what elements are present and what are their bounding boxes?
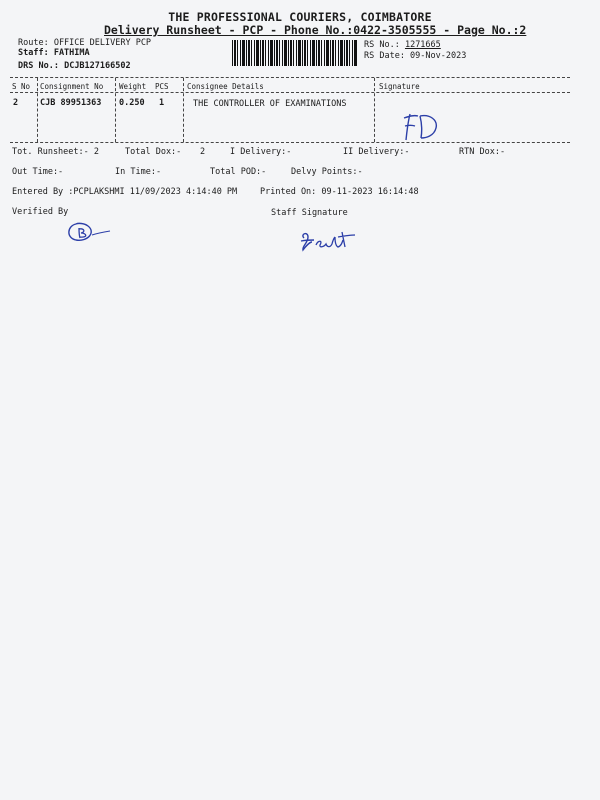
in-time: In Time:- (115, 167, 162, 177)
total-dox-label: Total Dox:- (125, 147, 182, 157)
cell-consignment-no: CJB 89951363 (40, 98, 102, 108)
table-top-rule (10, 77, 570, 78)
rs-number (364, 40, 441, 50)
column-divider (115, 78, 116, 142)
drs-value: DCJB127166502 (64, 61, 131, 71)
runsheet-title: Delivery Runsheet - PCP - Phone No.:0422-3505555 - Page No.:2 (104, 23, 527, 37)
header-consignment-no: Consignment No (40, 82, 104, 91)
header-weight: Weight (119, 82, 147, 91)
staff-text: Staff: FATHIMA (18, 48, 90, 58)
column-divider (183, 78, 184, 142)
cell-s-no: 2 (13, 98, 19, 108)
drs-number (18, 61, 131, 71)
rtn-dox: RTN Dox:- (459, 147, 506, 157)
company-title: THE PROFESSIONAL COURIERS, COIMBATORE (168, 10, 432, 24)
cell-pcs: 1 (159, 98, 165, 108)
verifier-signature-scribble (64, 220, 112, 244)
tot-runsheet: Tot. Runsheet:- 2 (12, 147, 99, 157)
signature-fd-scribble (400, 110, 450, 144)
staff-signature-label: Staff Signature (271, 208, 348, 218)
rs-number-label: RS No.: (364, 40, 400, 50)
column-divider (374, 78, 375, 142)
table-header-rule (10, 92, 570, 93)
barcode-image (232, 40, 358, 66)
entered-by: Entered By :PCPLAKSHMI 11/09/2023 4:14:40 PM (12, 187, 238, 197)
header-s-no: S No (12, 82, 31, 91)
header-signature: Signature (379, 82, 420, 91)
out-time: Out Time:- (12, 167, 64, 177)
header-consignee-details: Consignee Details (187, 82, 264, 91)
route-text: Route: OFFICE DELIVERY PCP (18, 38, 152, 48)
i-delivery: I Delivery:- (230, 147, 292, 157)
ii-delivery: II Delivery:- (343, 147, 410, 157)
delvy-points: Delvy Points:- (291, 167, 363, 177)
cell-weight: 0.250 (119, 98, 145, 108)
total-dox-value: 2 (200, 147, 206, 157)
printed-on: Printed On: 09-11-2023 16:14:48 (260, 187, 419, 197)
header-pcs: PCS (155, 82, 169, 91)
rs-date: RS Date: 09-Nov-2023 (364, 51, 467, 61)
cell-consignee: THE CONTROLLER OF EXAMINATIONS (193, 99, 347, 109)
drs-label: DRS No.: (18, 61, 59, 71)
table-bottom-rule (10, 142, 570, 143)
verified-by-label: Verified By (12, 207, 69, 217)
rs-number-value: 1271665 (404, 40, 441, 50)
column-divider (37, 78, 38, 142)
total-pod: Total POD:- (210, 167, 267, 177)
staff-signature-scribble (298, 228, 360, 254)
